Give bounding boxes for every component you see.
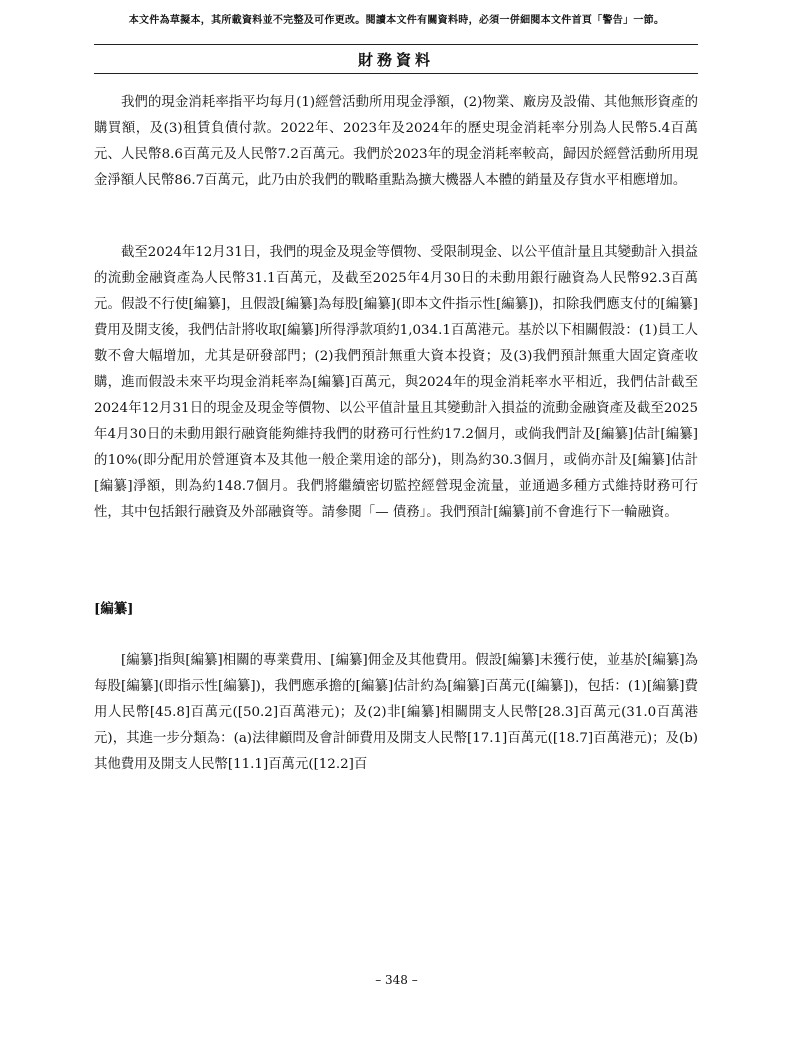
paragraph-financial-viability: 截至2024年12月31日，我們的現金及現金等價物、受限制現金、以公平值計量且其變動計入損益的流動金融資產為人民幣31.1百萬元，及截至2025年4月30日的未動用銀行融資為人民幣92.3百萬元。假設不行使[編纂]，且假設[編纂]為每股[編纂](即本文件指示性[編纂])，扣除我們應支付的[編纂]費用及開支後，我們估計將收取[編纂]所得淨款項約1,034.1百萬港元。基於以下相關假設：(1)員工人數不會大幅增加，尤其是研發部門；(2)我們預計無重大資本投資；及(3)我們預計無重大固定資產收購，進而假設未來平均現金消耗率為[編纂]百萬元，與2024年的現金消耗率水平相近，我們估計截至2024年12月31日的現金及現金等價物、以公平值計量且其變動計入損益的流動金融資產及截至2025年4月30日的未動用銀行融資能夠維持我們的財務可行性約17.2個月，或倘我們計及[編纂]估計[編纂]的10%(即分配用於營運資本及其他一般企業用途的部分)，則為約30.3個月，或倘亦計及[編纂]估計[編纂]淨額，則為約148.7個月。我們將繼續密切監控經營現金流量，並通過多種方式維持財務可行性，其中包括銀行融資及外部融資等。請參閱「— 債務」。我們預計[編纂]前不會進行下一輪融資。	[94, 245, 698, 520]
paragraph-expenses: [編纂]指與[編纂]相關的專業費用、[編纂]佣金及其他費用。假設[編纂]未獲行使，並基於[編纂]為每股[編纂](即指示性[編纂])，我們應承擔的[編纂]估計約為[編纂]百萬元([編纂])，包括：(1)[編纂]費用人民幣[45.8]百萬元([50.2]百萬港元)；及(2)非[編纂]相關開支人民幣[28.3]百萬元(31.0百萬港元)，其進一步分類為：(a)法律顧問及會計師費用及開支人民幣[17.1]百萬元([18.7]百萬港元)；及(b)其他費用及開支人民幣[11.1]百萬元([12.2]百	[94, 653, 698, 772]
draft-disclaimer: 本文件為草擬本，其所載資料並不完整及可作更改。閱讀本文件有關資料時，必須一併細閱本文件首頁「警告」一節。	[128, 15, 665, 26]
subheading-redacted: [編纂]	[94, 601, 134, 617]
paragraph-cash-burn-rate: 我們的現金消耗率指平均每月(1)經營活動所用現金淨額，(2)物業、廠房及設備、其他無形資產的購買額，及(3)租賃負債付款。2022年、2023年及2024年的歷史現金消耗率分別為人民幣5.4百萬元、人民幣8.6百萬元及人民幣7.2百萬元。我們於2023年的現金消耗率較高，歸因於經營活動所用現金淨額人民幣86.7百萬元，此乃由於我們的戰略重點為擴大機器人本體的銷量及存貨水平相應增加。	[94, 95, 698, 188]
header-rule	[94, 44, 698, 45]
page-number: – 348 –	[375, 973, 418, 987]
section-title: 財務資料	[357, 51, 434, 69]
title-rule	[94, 73, 698, 74]
